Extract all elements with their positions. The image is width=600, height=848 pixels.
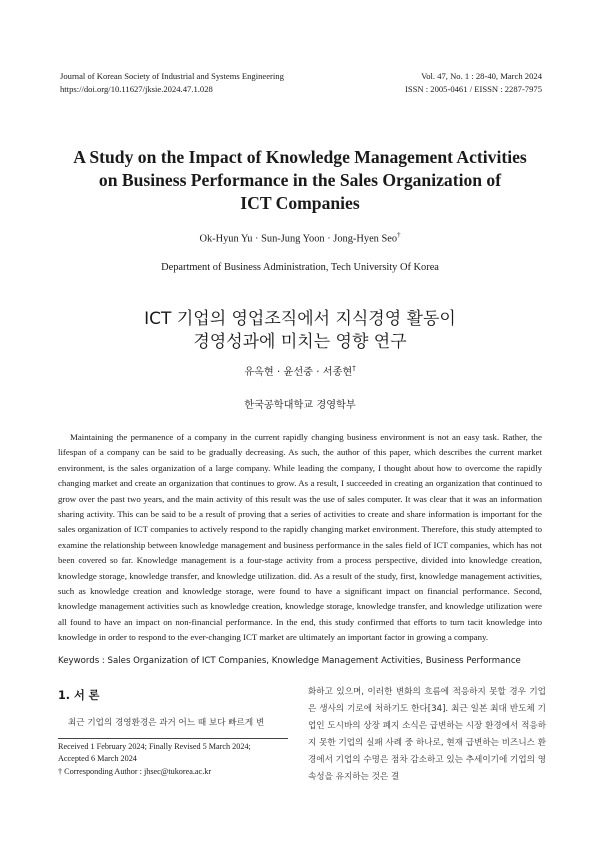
intro-left-column: 최근 기업의 경영환경은 과거 어느 때 보다 빠르게 변 — [68, 718, 265, 728]
keywords-label: Keywords : — [58, 656, 105, 666]
paper-title — [40, 146, 560, 215]
title-line: on Business Performance in the Sales Organization of — [98, 170, 502, 190]
department: Department of Business Administration, Tech University Of Korea — [161, 262, 439, 273]
korean-title — [0, 308, 600, 353]
accepted-date: Accepted 6 March 2024 — [58, 754, 137, 764]
running-header-left — [60, 70, 284, 95]
journal-name: Journal of Korean Society of Industrial and Systems Engineering — [60, 71, 284, 81]
corresponding-symbol: † — [58, 766, 63, 776]
korean-corresponding-mark: † — [352, 364, 356, 373]
title-line: ICT Companies — [240, 193, 360, 213]
section-title: 서 론 — [73, 689, 100, 702]
keywords — [58, 656, 548, 666]
footnote-divider — [58, 738, 288, 739]
author-list — [0, 231, 600, 244]
korean-affiliation: 한국공학대학교 경영학부 — [244, 400, 356, 411]
intro-right-column: 화하고 있으며, 이러한 변화의 흐름에 적응하지 못할 경우 기업은 생사의 기로에 처하기도 한다[34]. 최근 일본 최대 반도체 기업인 도시바의 상장 폐지 소식은 급변하는 시장 환경에서 적응하지 못한 기업의 실패 사례 중 하나로, 현재 급변하는 비즈니스 환경에서 기업의 수명은 점차 감소하고 있는 추세이기에 기업의 영속성을 유지하는 것은 결 — [308, 687, 546, 783]
korean-author-names: 유옥현 · 윤선중 · 서종현 — [244, 367, 353, 378]
running-header-right — [405, 70, 542, 95]
received-dates: Received 1 February 2024; Finally Revised 5 March 2024; — [58, 742, 251, 751]
issn-info: ISSN : 2005-0461 / EISSN : 2287-7975 — [404, 83, 542, 94]
doi-link[interactable]: https://doi.org/10.11627/jksie.2024.47.1.028 — [60, 83, 213, 94]
corresponding-email: Corresponding Author : jhsec@tukorea.ac.kr — [64, 766, 212, 776]
section-number: 1. — [58, 689, 71, 702]
korean-title-line: 경영성과에 미치는 영향 연구 — [193, 331, 407, 352]
title-line: A Study on the Impact of Knowledge Management Activities — [73, 147, 527, 167]
abstract: Maintaining the permanence of a company in the current rapidly changing business environment is not an easy task. Rather, the lifespan of a company can be said to be gradually decreasing. As such, the author of this paper, which describes the current market environment, is the sales organization of a large company. While leading the company, I thought about how to overcome the rapidly changing market and create an organization that continues to grow. As a result, I succeeded in creating an organization that continued to grow over the past two years, and the main activity of this result was the use of sales computer. It was clear that it was an information sharing activity. This can be said to be a result of proving that a series of activities to create and share information is important for the sales organization of ICT companies to actively respond to the rapidly changing market environment. Therefore, this study attempted to examine the relationship between knowledge management and business performance in the sales field of ICT companies, which has not been covered so far. Knowledge management is a four-stage activity from a process perspective, divided into knowledge creation, knowledge storage, knowledge transfer, and knowledge utilization. did. As a result of the study, first, knowledge management activities, such as knowledge creation and knowledge storage, were found to have a significant impact on financial performance. Second, knowledge management activities such as knowledge creation, knowledge storage, knowledge transfer, and knowledge utilization were all found to have an impact on non-financial performance. In the end, this study confirmed that efforts to turn tacit knowledge into knowledge in order to respond to the ever-changing ICT market are ultimately an important factor in growing a company. — [58, 432, 542, 643]
section-heading — [58, 687, 99, 703]
corresponding-mark: † — [397, 231, 401, 239]
keywords-text: Sales Organization of ICT Companies, Knowledge Management Activities, Business Performance — [107, 656, 521, 666]
footnote — [58, 741, 294, 778]
korean-author-list — [0, 363, 600, 378]
author-names: Ok-Hyun Yu · Sun-Jung Yoon · Jong-Hyen Seo — [199, 233, 398, 245]
korean-title-line: ICT 기업의 영업조직에서 지식경영 활동이 — [144, 309, 456, 329]
corresponding-author — [58, 766, 294, 778]
volume-info: Vol. 47, No. 1 : 28-40, March 2024 — [421, 71, 542, 81]
